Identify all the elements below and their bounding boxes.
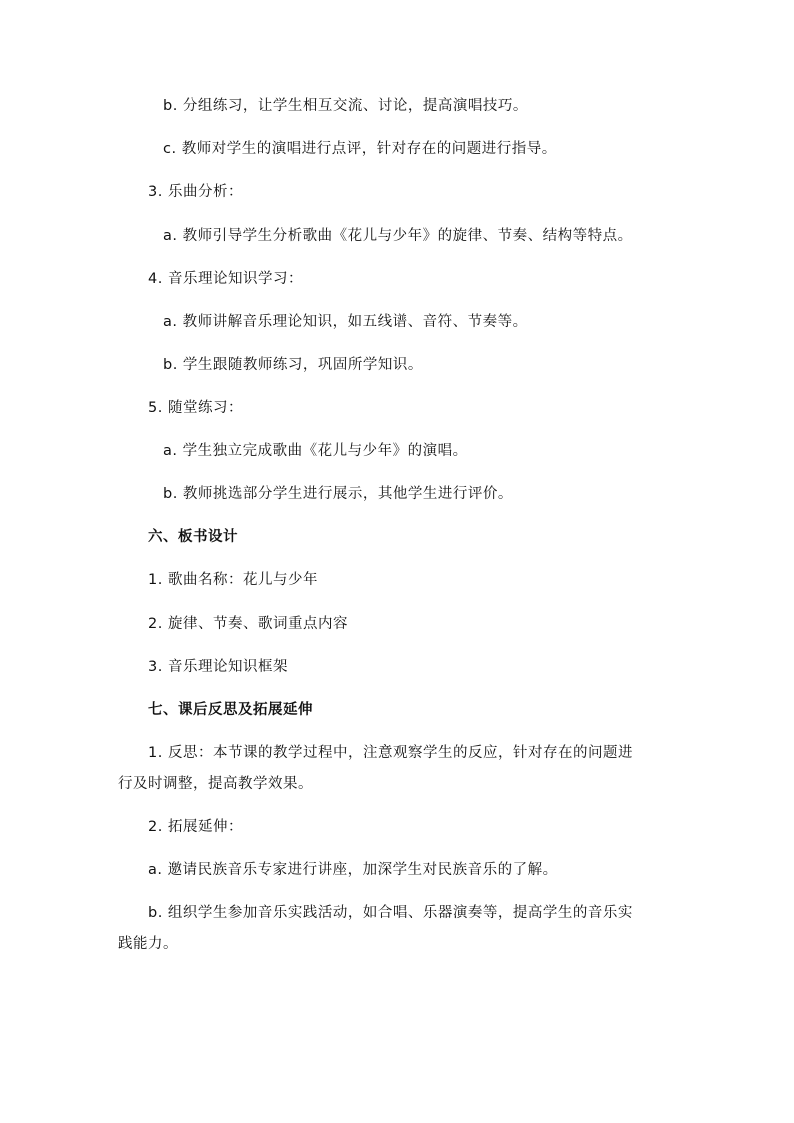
section-heading: 六、板书设计 — [148, 529, 238, 545]
text-line: b. 分组练习，让学生相互交流、讨论，提高演唱技巧。 — [163, 98, 528, 114]
text-line: 3. 音乐理论知识框架 — [148, 659, 288, 675]
text-line: 3. 乐曲分析： — [148, 184, 243, 200]
text-line: c. 教师对学生的演唱进行点评，针对存在的问题进行指导。 — [163, 141, 557, 157]
text-line: a. 教师引导学生分析歌曲《花儿与少年》的旋律、节奏、结构等特点。 — [163, 228, 633, 244]
text-line: 2. 旋律、节奏、歌词重点内容 — [148, 616, 348, 632]
text-line: 4. 音乐理论知识学习： — [148, 271, 303, 287]
text-line: b. 学生跟随教师练习，巩固所学知识。 — [163, 357, 423, 373]
text-line: 2. 拓展延伸： — [148, 819, 243, 835]
section-heading: 七、课后反思及拓展延伸 — [148, 702, 313, 718]
text-line: 5. 随堂练习： — [148, 400, 243, 416]
text-line: 践能力。 — [118, 936, 178, 952]
text-line: b. 教师挑选部分学生进行展示，其他学生进行评价。 — [163, 486, 513, 502]
text-line: a. 教师讲解音乐理论知识，如五线谱、音符、节奏等。 — [163, 314, 528, 330]
text-line: 1. 歌曲名称：花儿与少年 — [148, 572, 318, 588]
text-line: 行及时调整，提高教学效果。 — [118, 776, 313, 792]
text-line: a. 学生独立完成歌曲《花儿与少年》的演唱。 — [163, 443, 468, 459]
text-line: 1. 反思：本节课的教学过程中，注意观察学生的反应，针对存在的问题进 — [148, 745, 633, 761]
text-line: b. 组织学生参加音乐实践活动，如合唱、乐器演奏等，提高学生的音乐实 — [148, 905, 633, 921]
text-line: a. 邀请民族音乐专家进行讲座，加深学生对民族音乐的了解。 — [148, 862, 558, 878]
